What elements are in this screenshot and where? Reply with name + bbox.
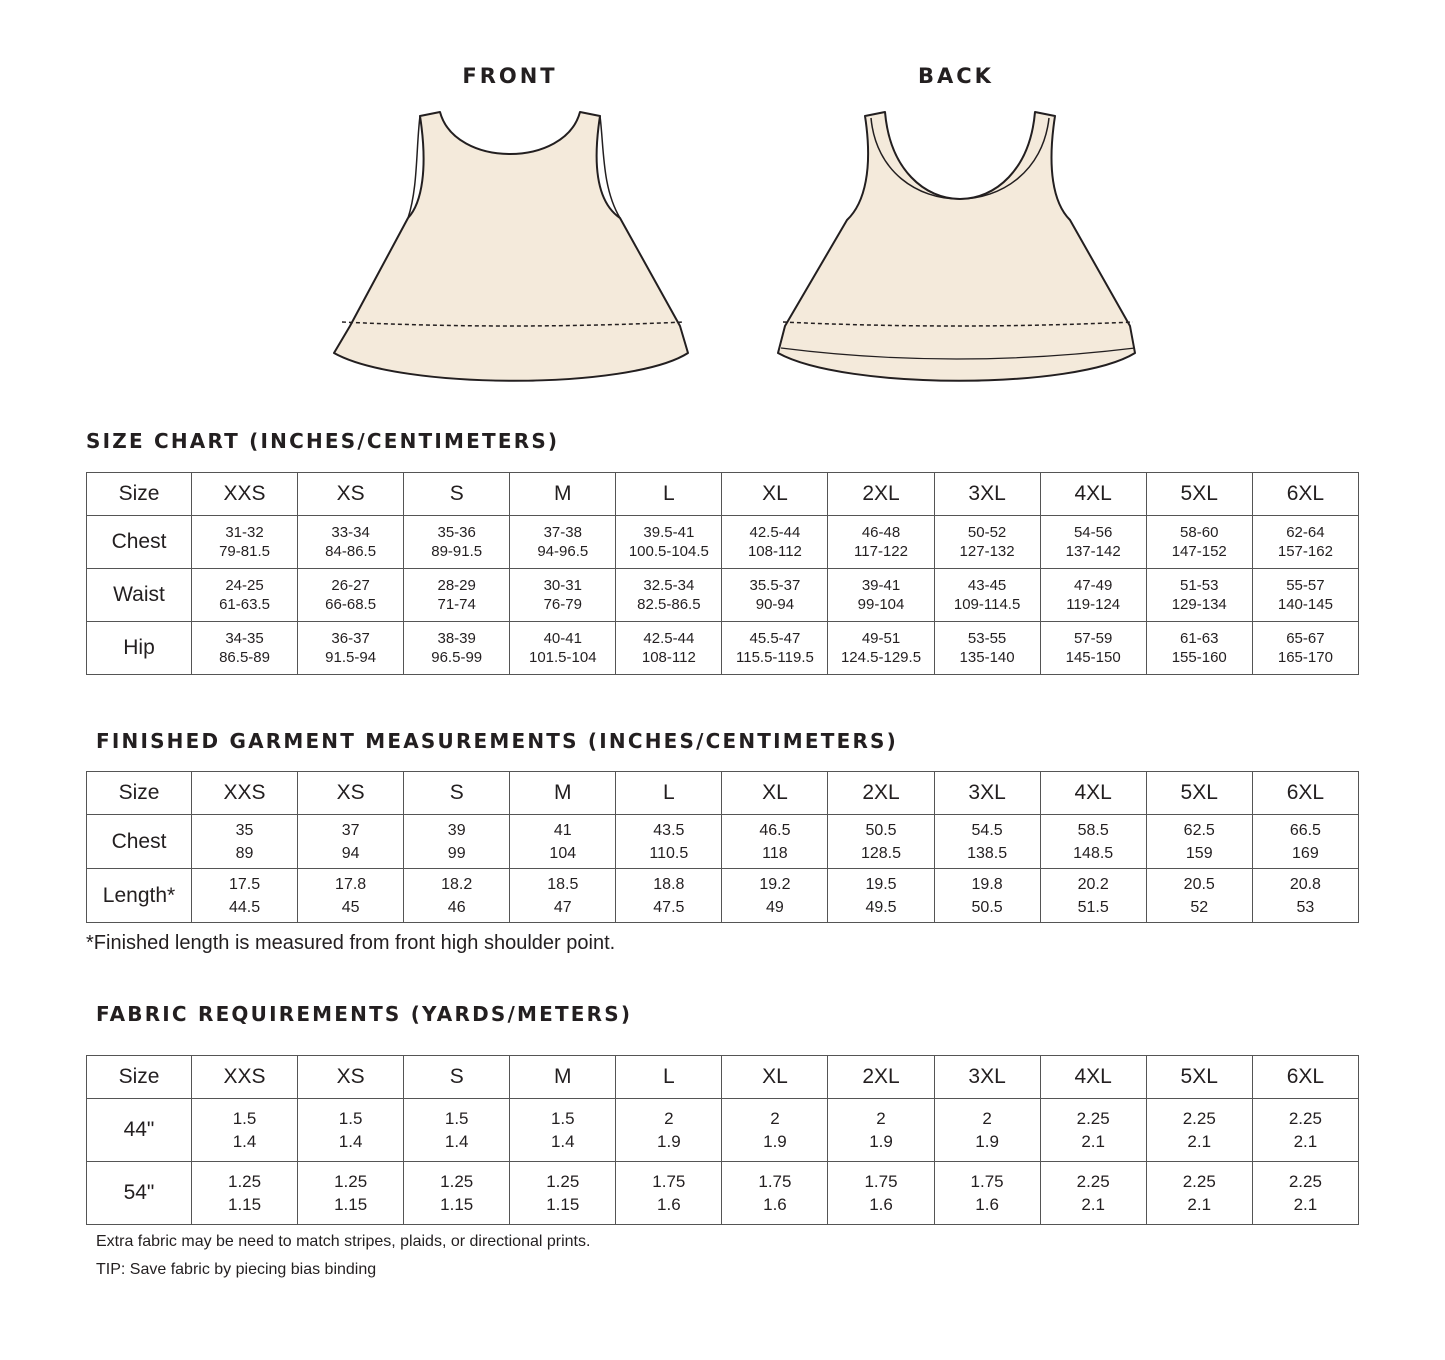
table-cell: 45.5-47 115.5-119.5 <box>722 622 828 675</box>
table-cell: 58-60 147-152 <box>1146 516 1252 569</box>
size-header: 5XL <box>1146 772 1252 815</box>
back-garment-illustration <box>775 108 1145 398</box>
finished-header-row <box>87 772 1359 815</box>
table-cell: 1.75 1.6 <box>934 1162 1040 1225</box>
table-cell: 34-35 86.5-89 <box>192 622 298 675</box>
table-row <box>87 569 1359 622</box>
row-label: Length* <box>87 869 192 923</box>
table-cell: 50-52 127-132 <box>934 516 1040 569</box>
size-header: XL <box>722 772 828 815</box>
finished-measurements-title: FINISHED GARMENT MEASUREMENTS (INCHES/CENTIMETERS) <box>96 729 899 753</box>
table-cell: 2.25 2.1 <box>1040 1099 1146 1162</box>
table-cell: 2.25 2.1 <box>1252 1162 1358 1225</box>
size-header: 5XL <box>1146 1056 1252 1099</box>
table-cell: 38-39 96.5-99 <box>404 622 510 675</box>
table-row <box>87 1099 1359 1162</box>
table-cell: 54.5 138.5 <box>934 815 1040 869</box>
size-header: 2XL <box>828 772 934 815</box>
size-header: 4XL <box>1040 1056 1146 1099</box>
row-label: Waist <box>87 569 192 622</box>
table-cell: 2 1.9 <box>828 1099 934 1162</box>
size-chart-table <box>86 472 1359 675</box>
table-cell: 19.2 49 <box>722 869 828 923</box>
table-cell: 61-63 155-160 <box>1146 622 1252 675</box>
fabric-requirements-title: FABRIC REQUIREMENTS (YARDS/METERS) <box>96 1002 633 1026</box>
size-header: M <box>510 772 616 815</box>
size-header: XL <box>722 1056 828 1099</box>
table-cell: 42.5-44 108-112 <box>616 622 722 675</box>
table-cell: 31-32 79-81.5 <box>192 516 298 569</box>
table-cell: 2 1.9 <box>616 1099 722 1162</box>
table-cell: 43-45 109-114.5 <box>934 569 1040 622</box>
front-garment-illustration <box>330 108 700 398</box>
size-header: 3XL <box>934 772 1040 815</box>
table-cell: 53-55 135-140 <box>934 622 1040 675</box>
fabric-note-tip: TIP: Save fabric by piecing bias binding <box>96 1261 377 1278</box>
table-cell: 1.25 1.15 <box>192 1162 298 1225</box>
table-cell: 43.5 110.5 <box>616 815 722 869</box>
table-cell: 37-38 94-96.5 <box>510 516 616 569</box>
table-cell: 65-67 165-170 <box>1252 622 1358 675</box>
table-cell: 2 1.9 <box>722 1099 828 1162</box>
table-cell: 40-41 101.5-104 <box>510 622 616 675</box>
table-cell: 39-41 99-104 <box>828 569 934 622</box>
size-header: XL <box>722 473 828 516</box>
size-header: S <box>404 772 510 815</box>
size-header: 3XL <box>934 473 1040 516</box>
size-header: 2XL <box>828 473 934 516</box>
size-header: 6XL <box>1252 772 1358 815</box>
table-cell: 1.5 1.4 <box>298 1099 404 1162</box>
table-cell: 39.5-41 100.5-104.5 <box>616 516 722 569</box>
size-header: M <box>510 473 616 516</box>
fabric-header-label: Size <box>87 1056 192 1099</box>
table-cell: 24-25 61-63.5 <box>192 569 298 622</box>
table-row <box>87 1162 1359 1225</box>
table-cell: 41 104 <box>510 815 616 869</box>
table-cell: 37 94 <box>298 815 404 869</box>
size-header: XXS <box>192 772 298 815</box>
table-cell: 54-56 137-142 <box>1040 516 1146 569</box>
size-header: S <box>404 1056 510 1099</box>
size-header: XXS <box>192 1056 298 1099</box>
table-row <box>87 516 1359 569</box>
fabric-header-row <box>87 1056 1359 1099</box>
table-cell: 39 99 <box>404 815 510 869</box>
table-cell: 1.5 1.4 <box>404 1099 510 1162</box>
table-cell: 1.75 1.6 <box>828 1162 934 1225</box>
table-cell: 18.8 47.5 <box>616 869 722 923</box>
size-header: 3XL <box>934 1056 1040 1099</box>
table-cell: 49-51 124.5-129.5 <box>828 622 934 675</box>
size-header: M <box>510 1056 616 1099</box>
table-cell: 18.2 46 <box>404 869 510 923</box>
table-cell: 46-48 117-122 <box>828 516 934 569</box>
table-cell: 36-37 91.5-94 <box>298 622 404 675</box>
size-chart-title: SIZE CHART (INCHES/CENTIMETERS) <box>86 429 560 453</box>
table-row <box>87 869 1359 923</box>
table-cell: 47-49 119-124 <box>1040 569 1146 622</box>
table-cell: 1.5 1.4 <box>192 1099 298 1162</box>
table-cell: 20.5 52 <box>1146 869 1252 923</box>
fabric-note-extra: Extra fabric may be need to match stripes, plaids, or directional prints. <box>96 1233 591 1250</box>
finished-length-footnote: *Finished length is measured from front high shoulder point. <box>86 932 616 954</box>
finished-measurements-table <box>86 771 1359 923</box>
size-header: XS <box>298 473 404 516</box>
size-header: L <box>616 1056 722 1099</box>
row-label: Hip <box>87 622 192 675</box>
size-header: XXS <box>192 473 298 516</box>
finished-header-label: Size <box>87 772 192 815</box>
table-cell: 62-64 157-162 <box>1252 516 1358 569</box>
size-header: L <box>616 772 722 815</box>
table-cell: 26-27 66-68.5 <box>298 569 404 622</box>
table-cell: 28-29 71-74 <box>404 569 510 622</box>
table-cell: 1.75 1.6 <box>722 1162 828 1225</box>
table-cell: 2.25 2.1 <box>1252 1099 1358 1162</box>
table-cell: 55-57 140-145 <box>1252 569 1358 622</box>
size-chart-header-label: Size <box>87 473 192 516</box>
table-cell: 58.5 148.5 <box>1040 815 1146 869</box>
table-cell: 50.5 128.5 <box>828 815 934 869</box>
table-cell: 20.8 53 <box>1252 869 1358 923</box>
table-cell: 1.25 1.15 <box>404 1162 510 1225</box>
table-cell: 2 1.9 <box>934 1099 1040 1162</box>
table-cell: 1.25 1.15 <box>298 1162 404 1225</box>
size-header: L <box>616 473 722 516</box>
size-header: 6XL <box>1252 473 1358 516</box>
fabric-requirements-table <box>86 1055 1359 1225</box>
table-cell: 57-59 145-150 <box>1040 622 1146 675</box>
table-cell: 19.8 50.5 <box>934 869 1040 923</box>
table-cell: 35 89 <box>192 815 298 869</box>
table-cell: 18.5 47 <box>510 869 616 923</box>
back-garment-body <box>778 112 1135 381</box>
size-header: S <box>404 473 510 516</box>
size-header: XS <box>298 1056 404 1099</box>
size-header: 4XL <box>1040 772 1146 815</box>
table-cell: 46.5 118 <box>722 815 828 869</box>
table-cell: 1.25 1.15 <box>510 1162 616 1225</box>
table-cell: 1.75 1.6 <box>616 1162 722 1225</box>
table-cell: 17.5 44.5 <box>192 869 298 923</box>
front-garment-body <box>334 112 688 381</box>
table-cell: 32.5-34 82.5-86.5 <box>616 569 722 622</box>
table-row <box>87 622 1359 675</box>
table-cell: 35-36 89-91.5 <box>404 516 510 569</box>
table-cell: 20.2 51.5 <box>1040 869 1146 923</box>
table-cell: 51-53 129-134 <box>1146 569 1252 622</box>
size-header: 2XL <box>828 1056 934 1099</box>
size-header: 4XL <box>1040 473 1146 516</box>
table-cell: 17.8 45 <box>298 869 404 923</box>
row-label: 44" <box>87 1099 192 1162</box>
table-cell: 62.5 159 <box>1146 815 1252 869</box>
front-view-label: FRONT <box>462 64 558 88</box>
table-row <box>87 815 1359 869</box>
back-view-label: BACK <box>918 64 994 88</box>
table-cell: 2.25 2.1 <box>1146 1099 1252 1162</box>
table-cell: 42.5-44 108-112 <box>722 516 828 569</box>
size-chart-header-row <box>87 473 1359 516</box>
size-header: 6XL <box>1252 1056 1358 1099</box>
table-cell: 2.25 2.1 <box>1040 1162 1146 1225</box>
table-cell: 2.25 2.1 <box>1146 1162 1252 1225</box>
row-label: 54" <box>87 1162 192 1225</box>
table-cell: 30-31 76-79 <box>510 569 616 622</box>
table-cell: 66.5 169 <box>1252 815 1358 869</box>
table-cell: 35.5-37 90-94 <box>722 569 828 622</box>
table-cell: 33-34 84-86.5 <box>298 516 404 569</box>
table-cell: 19.5 49.5 <box>828 869 934 923</box>
table-cell: 1.5 1.4 <box>510 1099 616 1162</box>
size-header: 5XL <box>1146 473 1252 516</box>
row-label: Chest <box>87 815 192 869</box>
row-label: Chest <box>87 516 192 569</box>
size-header: XS <box>298 772 404 815</box>
